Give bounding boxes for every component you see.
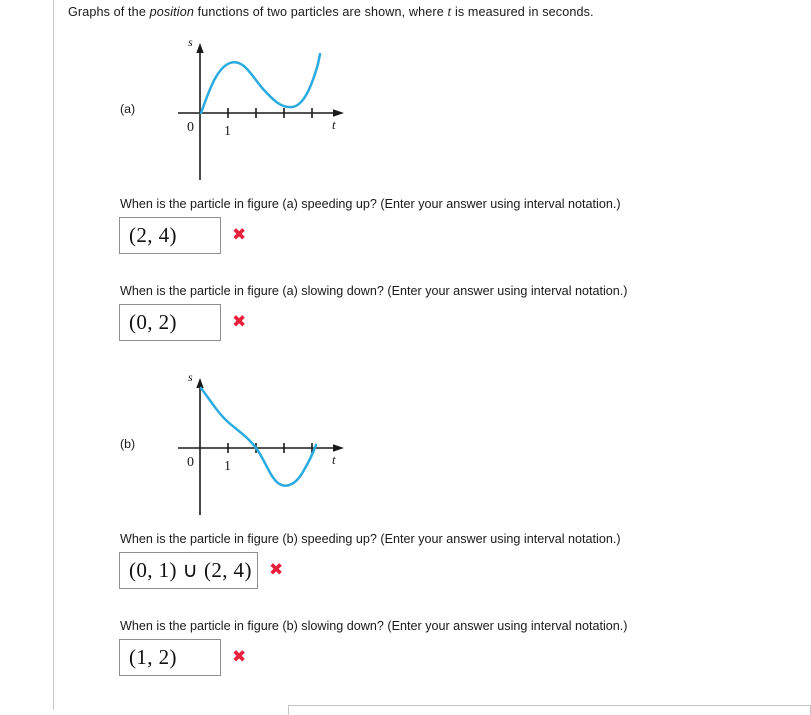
question-a-slowing-down-text: When is the particle in figure (a) slowing down? (Enter your answer using interval notation.) <box>120 284 628 298</box>
figure-a-origin-label: 0 <box>187 120 194 135</box>
page-left-rule <box>53 0 54 710</box>
figure-a <box>68 32 388 182</box>
cross-icon: ✖ <box>232 647 247 667</box>
figure-b-y-axis-arrow <box>196 378 203 388</box>
question-a-speeding-up-text: When is the particle in figure (a) speeding up? (Enter your answer using interval notation.) <box>120 197 621 211</box>
problem-statement-part3: is measured in seconds. <box>451 5 594 19</box>
problem-statement-variable-t: t <box>447 4 452 19</box>
figure-b-y-axis-label: s <box>188 370 193 384</box>
figure-a-x-axis-arrow <box>333 109 344 117</box>
figure-b-label: (b) <box>120 437 136 451</box>
cross-icon: ✖ <box>232 225 247 245</box>
question-b-speeding-up-text: When is the particle in figure (b) speeding up? (Enter your answer using interval notation.) <box>120 532 621 546</box>
figure-a-graph <box>168 32 388 182</box>
answer-input-a-slowing-down[interactable]: (0, 2) <box>119 304 221 341</box>
figure-b-graph <box>168 367 388 517</box>
answer-input-b-slowing-down[interactable]: (1, 2) <box>119 639 221 676</box>
answer-input-b-speeding-up[interactable]: (0, 1) ∪ (2, 4) <box>119 552 258 589</box>
figure-b-tick-label-1: 1 <box>224 459 231 474</box>
question-b-slowing-down-answer-row <box>119 639 246 676</box>
cross-icon: ✖ <box>269 560 284 580</box>
bottom-panel-partial <box>288 705 811 715</box>
figure-b-origin-label: 0 <box>187 455 194 470</box>
figure-a-y-axis-label: s <box>188 35 193 49</box>
figure-a-label: (a) <box>120 102 136 116</box>
figure-a-tick-label-1: 1 <box>224 124 231 139</box>
problem-statement-emphasis: position <box>149 5 194 19</box>
question-a-speeding-up-answer-row <box>119 217 246 254</box>
problem-statement-part1: Graphs of the <box>68 5 150 19</box>
question-a-slowing-down-answer-row <box>119 304 246 341</box>
problem-statement <box>68 3 594 21</box>
question-b-speeding-up-answer-row <box>119 552 283 589</box>
figure-b-position-curve <box>201 388 316 486</box>
figure-b-x-axis-label: t <box>332 452 336 467</box>
figure-a-y-axis-arrow <box>196 43 203 53</box>
question-b-slowing-down-text: When is the particle in figure (b) slowing down? (Enter your answer using interval notation.) <box>120 619 628 633</box>
figure-b-x-axis-arrow <box>333 444 344 452</box>
cross-icon: ✖ <box>232 312 247 332</box>
figure-a-x-axis-label: t <box>332 117 336 132</box>
figure-a-position-curve <box>201 54 320 113</box>
answer-input-a-speeding-up[interactable]: (2, 4) <box>119 217 221 254</box>
figure-b <box>68 367 388 517</box>
problem-statement-part2: functions of two particles are shown, where <box>194 5 448 19</box>
